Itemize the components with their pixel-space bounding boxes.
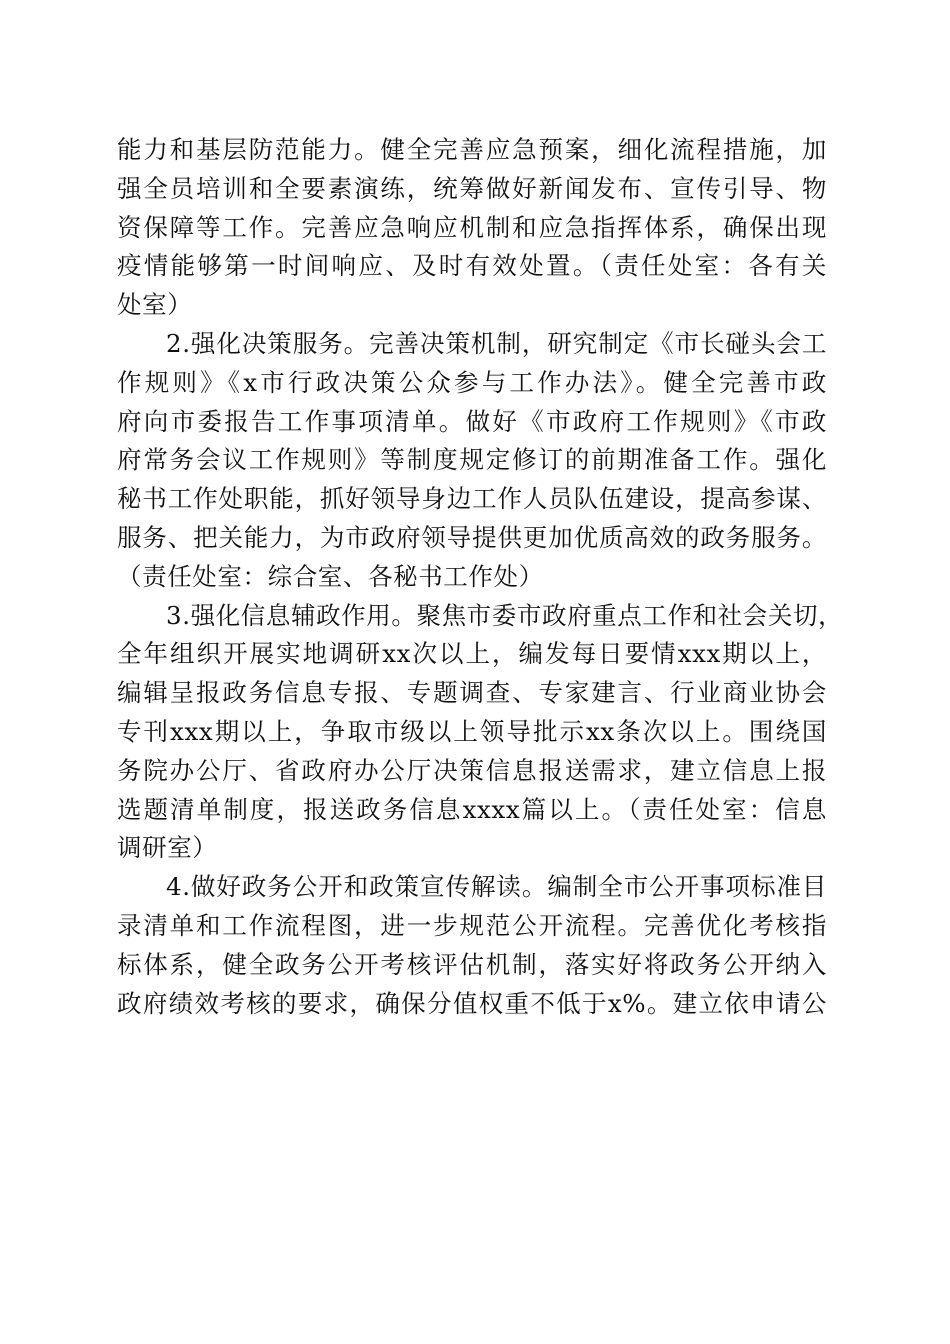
document-body <box>117 131 844 1023</box>
text-line: 服务、把关能力，为市政府领导提供更加优质高效的政务服务。 <box>117 522 827 552</box>
text-line: 务院办公厅、省政府办公厅决策信息报送需求，建立信息上报 <box>117 755 827 785</box>
text-line: 编辑呈报政务信息专报、专题调查、专家建言、行业商业协会 <box>117 678 827 708</box>
text-line: （责任处室：综合室、各秘书工作处） <box>117 561 544 591</box>
text-line: 选题清单制度，报送政务信息xxxx篇以上。（责任处室：信息 <box>117 794 827 824</box>
text-line: 处室） <box>117 290 193 320</box>
text-line: 全年组织开展实地调研xx次以上，编发每日要情xxx期以上， <box>117 639 827 669</box>
text-line: 标体系，健全政务公开考核评估机制，落实好将政务公开纳入 <box>117 949 827 979</box>
paragraph-start-line: 2.强化决策服务。完善决策机制，研究制定《市长碰头会工 <box>166 328 827 358</box>
text-line: 作规则》《x市行政决策公众参与工作办法》。健全完善市政 <box>117 367 827 397</box>
text-line: 专刊xxx期以上，争取市级以上领导批示xx条次以上。围绕国 <box>117 716 827 746</box>
paragraph-start-line: 3.强化信息辅政作用。聚焦市委市政府重点工作和社会关切， <box>166 600 844 630</box>
text-line: 能力和基层防范能力。健全完善应急预案，细化流程措施，加 <box>117 135 827 164</box>
text-line: 政府绩效考核的要求，确保分值权重不低于x%。建立依申请公 <box>117 988 827 1018</box>
text-line: 强全员培训和全要素演练，统筹做好新闻发布、宣传引导、物 <box>117 173 827 203</box>
text-line: 疫情能够第一时间响应、及时有效处置。（责任处室：各有关 <box>117 251 827 281</box>
text-line: 调研室） <box>117 833 218 863</box>
text-line: 资保障等工作。完善应急响应机制和应急指挥体系，确保出现 <box>117 212 827 242</box>
text-line: 录清单和工作流程图，进一步规范公开流程。完善优化考核指 <box>117 910 827 940</box>
text-line: 府向市委报告工作事项清单。做好《市政府工作规则》《市政 <box>117 406 827 436</box>
paragraph-start-line: 4.做好政务公开和政策宣传解读。编制全市公开事项标准目 <box>166 872 827 902</box>
text-line: 秘书工作处职能，抓好领导身边工作人员队伍建设，提高参谋、 <box>117 484 827 514</box>
text-line: 府常务会议工作规则》等制度规定修订的前期准备工作。强化 <box>117 445 827 475</box>
